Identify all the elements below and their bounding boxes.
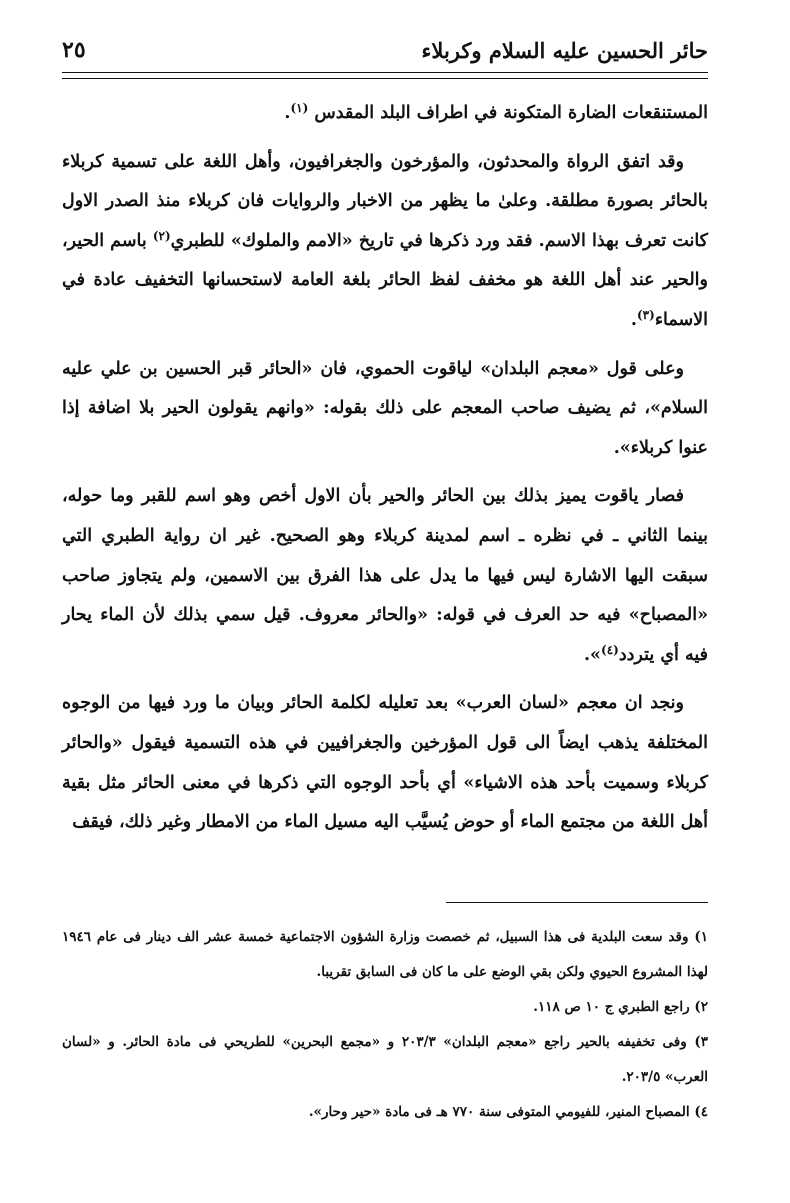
paragraph-1-text: المستنقعات الضارة المتكونة في اطراف البلد المقدس [314,103,708,123]
header-double-rule [62,72,708,79]
paragraph-2 [62,143,708,341]
footnote-1: ١) وقد سعت البلدية فى هذا السبيل، ثم خصصت وزارة الشؤون الاجتماعية خمسة عشر الف دينار فى عام ١٩٤٦ لهذا المشروع الحيوي ولكن بقي الوضع على ما كان فى السابق تقريبا. [62,929,708,980]
footnote-3: ٣) وفى تخفيفه بالحير راجع «معجم البلدان» ٢٠٣/٣ و «مجمع البحرين» للطريحي فى مادة الحائر. و «لسان العرب» ٢٠٣/٥. [62,1034,709,1085]
footnote-ref-3: (٣) [636,307,655,322]
book-page [62,0,708,1203]
footnotes [62,920,708,1130]
footnote-ref-2: (٢) [152,228,171,243]
page-number: ٢٥ [62,37,86,63]
paragraph-2-end: . [630,309,637,330]
paragraph-1 [62,94,708,134]
paragraph-4-end: ». [583,644,601,665]
running-title: حائر الحسين عليه السلام وكربلاء [421,37,708,63]
paragraph-2-text-b: باسم الحير، والحير عند أهل اللغة هو مخفف لفظ الحائر بلغة العامة لاستحسانها التخفيف عادة في الاسماء [62,230,708,330]
footnote-4: ٤) المصباح المنير، للفيومي المتوفى سنة ٧٧٠ هـ فى مادة «حير وحار». [308,1104,708,1120]
page-header [62,30,708,70]
paragraph-4 [62,477,708,675]
paragraph-4-text: فصار ياقوت يميز بذلك بين الحائر والحير بأن الاول أخص وهو اسم للقبر وما حوله، بينما الثاني ـ في نظره ـ اسم لمدينة كربلاء وهو الصحيح. غير ان رواية الطبري التي سبقت اليها الاشارة ليس فيها ما يدل على هذا الفرق بين الاسمين، ولم يتجاوز صاحب «المصباح» فيه حد العرف في قوله: «والحائر معروف. قيل سمي بذلك لأن الماء يحار فيه أي يتردد [62,486,708,665]
footnote-separator [446,902,708,903]
paragraph-5: ونجد ان معجم «لسان العرب» بعد تعليله لكلمة الحائر وبيان ما ورد فيها من الوجوه المختلفة يذهب ايضاً الى قول المؤرخين والجغرافيين في هذه التسمية فيقول «والحائر كربلاء وسميت بأحد هذه الاشياء» أي بأحد الوجوه التي ذكرها في معنى الحائر مثل بقية أهل اللغة من مجتمع الماء أو حوض يُسيَّب اليه مسيل الماء من الامطار وغير ذلك، فيقف [62,693,708,833]
paragraph-2-text-a: وقد اتفق الرواة والمحدثون، والمؤرخون والجغرافيون، وأهل اللغة على تسمية كربلاء بالحائر بصورة مطلقة. وعلىٰ ما يظهر من الاخبار والروايات فان كربلاء منذ الصدر الاول كانت تعرف بهذا الاسم. فقد ورد ذكرها في تاريخ «الامم والملوك» للطبري [62,151,708,251]
paragraph-1-end: . [284,103,291,123]
footnote-2: ٢) راجع الطبري ج ١٠ ص ١١٨. [533,999,708,1015]
body-text [62,94,708,852]
footnote-ref-1: (١) [290,101,309,115]
paragraph-3: وعلى قول «معجم البلدان» لياقوت الحموي، فان «الحائر قبر الحسين بن علي عليه السلام»، ثم يضيف صاحب المعجم على ذلك بقوله: «وانهم يقولون الحير بلا اضافة إذا عنوا كربلاء». [62,358,708,458]
footnote-ref-4: (٤) [601,642,619,657]
